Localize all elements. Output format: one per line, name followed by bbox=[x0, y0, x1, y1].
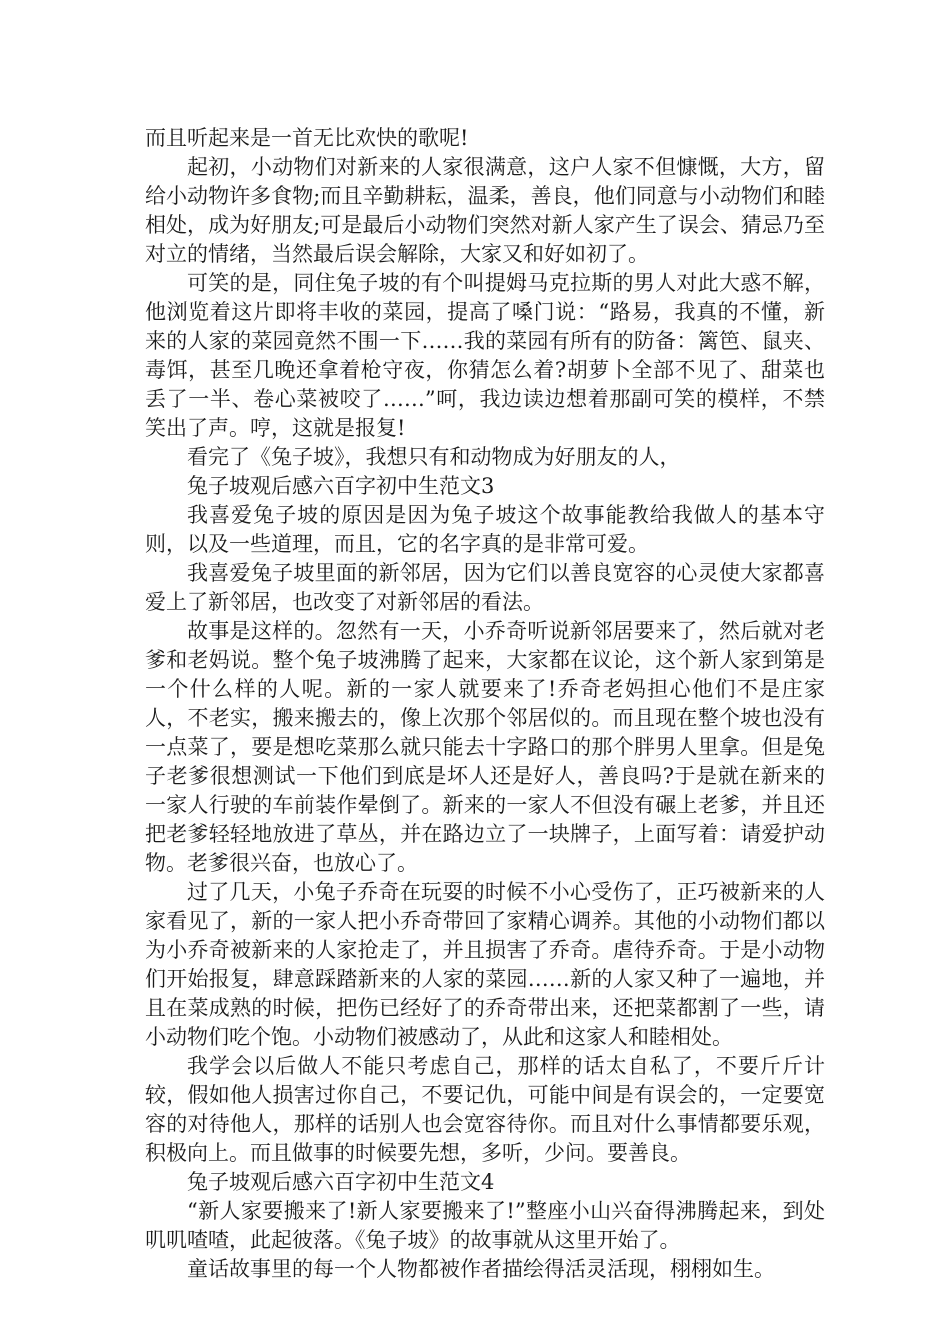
document-body bbox=[145, 124, 825, 1284]
paragraph: 而且听起来是一首无比欢快的歌呢! bbox=[145, 126, 469, 150]
paragraph: 过了几天，小兔子乔奇在玩耍的时候不小心受伤了，正巧被新来的人家看见了，新的一家人把小乔奇带回了家精心调养。其他的小动物们都以为小乔奇被新来的人家抢走了，并且损害了乔奇。虐待乔奇。于是小动物们开始报复，肆意踩踏新来的人家的菜园……新的人家又种了一遍地，并且在菜成熟的时候，把伤已经好了的乔奇带出来，还把菜都割了一些，请小动物们吃个饱。小动物们被感动了，从此和这家人和睦相处。 bbox=[145, 880, 825, 1049]
paragraph: 我喜爱兔子坡里面的新邻居，因为它们以善良宽容的心灵使大家都喜爱上了新邻居，也改变了对新邻居的看法。 bbox=[145, 561, 825, 614]
paragraph: 看完了《兔子坡》，我想只有和动物成为好朋友的人， bbox=[187, 445, 681, 469]
paragraph: 可笑的是，同住兔子坡的有个叫提姆马克拉斯的男人对此大惑不解，他浏览着这片即将丰收的菜园，提高了嗓门说：“路易，我真的不懂，新来的人家的菜园竟然不围一下……我的菜园有所有的防备：篱笆、鼠夹、毒饵，甚至几晚还拿着枪守夜，你猜怎么着?胡萝卜全部不见了、甜菜也丢了一半、卷心菜被咬了……”呵，我边读边想着那副可笑的模样，不禁笑出了声。哼，这就是报复! bbox=[145, 271, 825, 440]
paragraph: 起初，小动物们对新来的人家很满意，这户人家不但慷慨，大方，留给小动物许多食物;而且辛勤耕耘，温柔，善良，他们同意与小动物们和睦相处，成为好朋友;可是最后小动物们突然对新人家产生了误会、猜忌乃至对立的情绪，当然最后误会解除，大家又和好如初了。 bbox=[145, 155, 825, 266]
paragraph: 故事是这样的。忽然有一天，小乔奇听说新邻居要来了，然后就对老爹和老妈说。整个兔子坡沸腾了起来，大家都在议论，这个新人家到第是一个什么样的人呢。新的一家人就要来了!乔奇老妈担心他们不是庄家人，不老实，搬来搬去的，像上次那个邻居似的。而且现在整个坡也没有一点菜了，要是想吃菜那么就只能去十字路口的那个胖男人里拿。但是兔子老爹很想测试一下他们到底是坏人还是好人，善良吗?于是就在新来的一家人行驶的车前装作晕倒了。新来的一家人不但没有碾上老爹，并且还把老爹轻轻地放进了草丛，并在路边立了一块牌子，上面写着：请爱护动物。老爹很兴奋，也放心了。 bbox=[145, 619, 825, 875]
paragraph: 我学会以后做人不能只考虑自己，那样的话太自私了，不要斤斤计较，假如他人损害过你自己，不要记仇，可能中间是有误会的，一定要宽容的对待他人，那样的话别人也会宽容待你。而且对什么事情都要乐观，积极向上。而且做事的时候要先想，多听，少问。要善良。 bbox=[145, 1054, 825, 1165]
section-heading: 兔子坡观后感六百字初中生范文4 bbox=[187, 1170, 495, 1194]
paragraph: 我喜爱兔子坡的原因是因为兔子坡这个故事能教给我做人的基本守则，以及一些道理，而且，它的名字真的是非常可爱。 bbox=[145, 503, 825, 556]
section-heading: 兔子坡观后感六百字初中生范文3 bbox=[187, 474, 495, 498]
paragraph: 童话故事里的每一个人物都被作者描绘得活灵活现，栩栩如生。 bbox=[187, 1257, 775, 1281]
paragraph: “新人家要搬来了!新人家要搬来了!”整座小山兴奋得沸腾起来，到处叽叽喳喳，此起彼落。《兔子坡》的故事就从这里开始了。 bbox=[145, 1199, 825, 1252]
